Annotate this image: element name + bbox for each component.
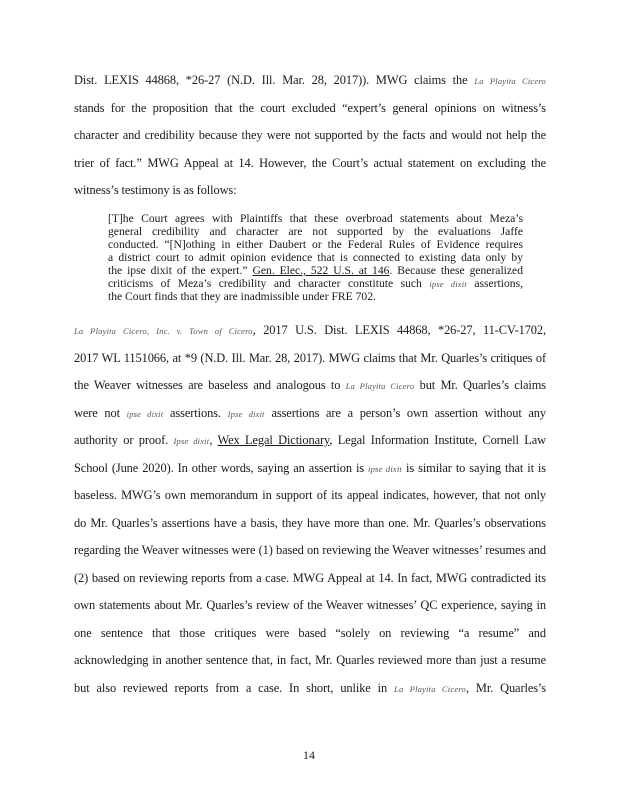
italic-citation: La Playita Cicero, Inc. v. Town of Cicero (74, 326, 253, 336)
body-line (74, 626, 546, 640)
text-run: one sentence that those critiques were based “solely on reviewing “a resume” and (74, 626, 546, 640)
text-run: witness’s testimony is as follows: (74, 183, 237, 197)
block-quote-line (108, 278, 523, 290)
italic-citation: La Playita Cicero (394, 684, 466, 694)
text-run: , Legal Information Institute, Cornell Law (329, 433, 546, 447)
body-line (74, 128, 546, 142)
body-line (74, 571, 546, 585)
body-line (74, 73, 546, 88)
text-run: but Mr. Quarles’s claims (414, 378, 546, 392)
text-run: acknowledging in another sentence that, in fact, Mr. Quarles reviewed more than just a resume (74, 653, 546, 667)
italic-citation: ipse dixit (429, 279, 467, 289)
text-run: baseless. MWG’s own memorandum in support of its appeal indicates, however, that not only (74, 488, 546, 502)
text-run: but also reviewed reports from a case. In short, unlike in (74, 681, 395, 695)
body-line (74, 653, 546, 667)
page-number: 14 (303, 748, 315, 762)
text-run: the ipse dixit of the expert.” (108, 264, 253, 277)
body-line (74, 378, 546, 393)
body-line (74, 681, 546, 696)
block-quote-line (108, 252, 523, 264)
text-run: (2) based on reviewing reports from a case. MWG Appeal at 14. In fact, MWG contradicted its (74, 571, 546, 585)
underlined-citation: Gen. Elec., 522 U.S. at 146 (252, 264, 390, 277)
underlined-citation: Wex Legal Dictionary (217, 433, 330, 447)
text-run: . Because these generalized (389, 264, 523, 277)
text-run: character and credibility because they were not supported by the facts and would not help the (74, 128, 546, 142)
italic-citation: La Playita Cicero (474, 76, 547, 86)
text-run: own statements about Mr. Quarles’s review of the Weaver witnesses’ QC experience, saying in (74, 598, 546, 612)
text-run: stands for the proposition that the court excluded “expert’s general opinions on witness’s (74, 101, 546, 115)
body-line (74, 461, 546, 476)
text-run: assertions are a person’s own assertion without any (264, 406, 546, 420)
text-run: , (209, 433, 218, 447)
text-run: assertions, (466, 277, 523, 290)
text-run: School (June 2020). In other words, saying an assertion is (74, 461, 369, 475)
block-quote-line (108, 291, 523, 303)
body-line (74, 406, 546, 421)
body-line (74, 488, 546, 502)
body-line (74, 598, 546, 612)
block-quote-line (108, 265, 523, 277)
italic-citation: La Playita Cicero (345, 381, 415, 391)
text-run: the Court finds that they are inadmissible under FRE 702. (108, 290, 376, 303)
text-run: , Mr. Quarles’s (465, 681, 547, 695)
text-run: 2017 WL 1151066, at *9 (N.D. Ill. Mar. 28, 2017). MWG claims that Mr. Quarles’s critiques of (74, 351, 546, 365)
text-run: do Mr. Quarles’s assertions have a basis, they have more than one. Mr. Quarles’s observations (74, 516, 546, 530)
italic-citation: ipse dixit (126, 409, 164, 419)
text-run: conducted. “[N]othing in either Daubert or the Federal Rules of Evidence requires (108, 238, 523, 251)
body-line (74, 323, 546, 338)
body-line (74, 101, 546, 115)
body-line (74, 183, 546, 197)
body-line (74, 543, 546, 557)
text-run: is similar to saying that it is (402, 461, 547, 475)
italic-citation: Ipse dixit (227, 409, 265, 419)
body-line (74, 516, 546, 530)
italic-citation: ipse dixit (368, 464, 402, 474)
text-run: trier of fact.” MWG Appeal at 14. However, the Court’s actual statement on excluding the (74, 156, 546, 170)
block-quote-line (108, 226, 523, 238)
text-run: a district court to admit opinion evidence that is connected to existing data only by (108, 251, 523, 264)
body-line (74, 156, 546, 170)
body-line (74, 433, 546, 448)
text-run: , 2017 U.S. Dist. LEXIS 44868, *26-27, 11-CV-1702, (252, 323, 546, 337)
text-run: were not (74, 406, 127, 420)
body-line (74, 351, 546, 365)
text-run: [T]he Court agrees with Plaintiffs that these overbroad statements about Meza’s (108, 212, 523, 225)
text-run: Dist. LEXIS 44868, *26-27 (N.D. Ill. Mar. 28, 2017)). MWG claims the (74, 73, 475, 87)
text-run: criticisms of Meza’s credibility and character constitute such (108, 277, 430, 290)
italic-citation: Ipse dixit (173, 436, 210, 446)
text-run: authority or proof. (74, 433, 174, 447)
text-run: assertions. (163, 406, 228, 420)
text-run: the Weaver witnesses are baseless and analogous to (74, 378, 346, 392)
block-quote-line (108, 239, 523, 251)
text-run: general credibility and character are not supported by the evaluations Jaffe (108, 225, 523, 238)
text-run: regarding the Weaver witnesses were (1) based on reviewing the Weaver witnesses’ resumes and (74, 543, 546, 557)
block-quote-line (108, 213, 523, 225)
